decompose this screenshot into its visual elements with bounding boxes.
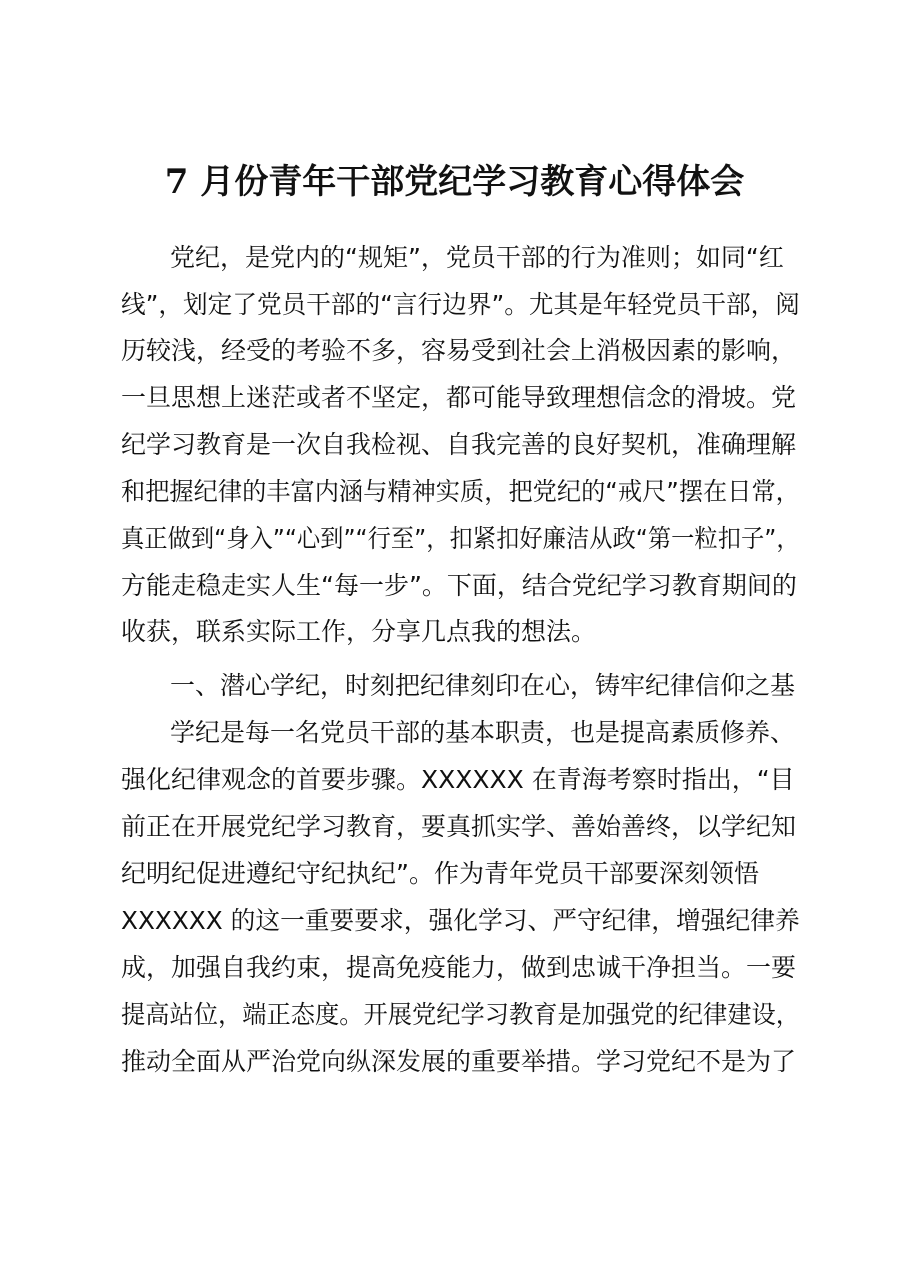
body-line: 推动全面从严治党向纵深发展的重要举措。学习党纪不是为了: [121, 1047, 797, 1076]
body-line: 提高站位，端正态度。开展党纪学习教育是加强党的纪律建设，: [121, 1000, 801, 1029]
body-line: 前正在开展党纪学习教育，要真抓实学、善始善终，以学纪知: [121, 812, 797, 841]
body-line: 学纪是每一名党员干部的基本职责，也是提高素质修养、: [170, 718, 796, 747]
body-line: 和把握纪律的丰富内涵与精神实质，把党纪的“戒尺”摆在日常，: [121, 477, 800, 506]
body-line: 纪明纪促进遵纪守纪执纪”。作为青年党员干部要深刻领悟: [121, 859, 759, 888]
body-line: XXXXXX 的这一重要要求，强化学习、严守纪律，增强纪律养: [121, 906, 800, 935]
section-heading: 一、潜心学纪，时刻把纪律刻印在心，铸牢纪律信仰之基: [170, 671, 796, 700]
body-line: 成，加强自我约束，提高免疫能力，做到忠诚干净担当。一要: [121, 953, 797, 982]
body-line: 方能走稳走实人生“每一步”。下面，结合党纪学习教育期间的: [121, 571, 797, 600]
body-line: 历较浅，经受的考验不多，容易受到社会上消极因素的影响，: [121, 336, 797, 365]
body-line: 真正做到“身入”“心到”“行至”，扣紧扣好廉洁从政“第一粒扣子”，: [121, 524, 800, 553]
body-line: 收获，联系实际工作，分享几点我的想法。: [121, 617, 597, 646]
body-line: 强化纪律观念的首要步骤。XXXXXX 在青海考察时指出，“目: [121, 765, 795, 794]
body-line: 线”，划定了党员干部的“言行边界”。尤其是年轻党员干部，阅: [121, 290, 800, 319]
document-title: 7 月份青年干部党纪学习教育心得体会: [164, 162, 745, 202]
body-line: 一旦思想上迷茫或者不坚定，都可能导致理想信念的滑坡。党: [121, 383, 797, 412]
body-line: 党纪，是党内的“规矩”，党员干部的行为准则；如同“红: [170, 243, 784, 272]
body-line: 纪学习教育是一次自我检视、自我完善的良好契机，准确理解: [121, 430, 797, 459]
